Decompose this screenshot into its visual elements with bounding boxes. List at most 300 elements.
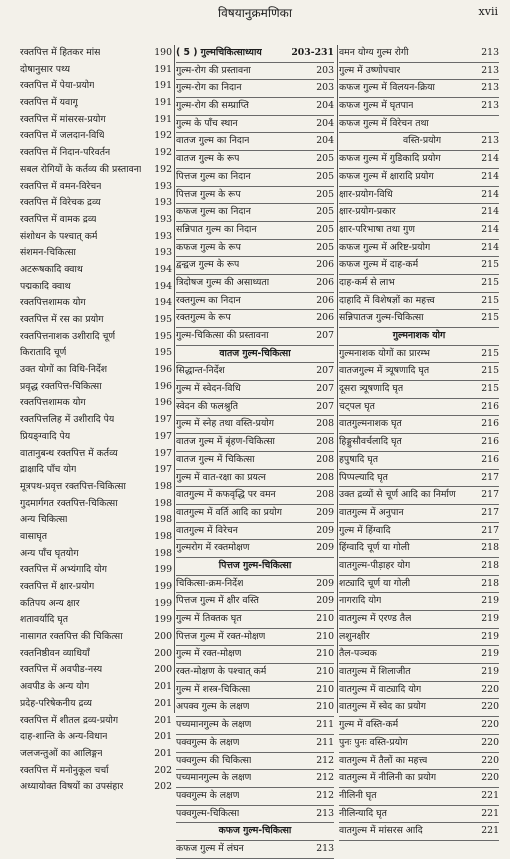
entry-page-number: 218 <box>481 577 499 589</box>
index-entry <box>20 679 172 696</box>
index-entry <box>20 662 172 679</box>
entry-title: कफज गुल्म में क्षारादि प्रयोग <box>339 170 434 182</box>
entry-title: संशमन-चिकित्सा <box>20 247 76 259</box>
index-entry <box>339 293 499 311</box>
entry-page-number: 208 <box>316 418 334 430</box>
entry-title: अन्य चिकित्सा <box>20 514 68 526</box>
entry-page-number: 215 <box>481 259 499 271</box>
index-entry <box>20 229 172 246</box>
index-entry <box>339 629 499 647</box>
index-entry <box>20 779 172 796</box>
index-entry <box>339 505 499 523</box>
entry-page-number: 198 <box>154 530 172 542</box>
entry-title: पच्यमानगुल्म के लक्षण <box>176 719 252 731</box>
entry-page-number: 200 <box>154 631 172 643</box>
index-entry <box>339 646 499 664</box>
entry-title: मूत्रपथ-प्रवृत्त रक्तपित्त-चिकित्सा <box>20 480 126 492</box>
entry-title: वातगुल्म में शिलाजीत <box>339 666 411 678</box>
index-entry <box>20 529 172 546</box>
entry-title: नागरादि योग <box>339 595 382 607</box>
index-column-3 <box>339 45 499 841</box>
entry-title: रक्तगुल्म का निदान <box>176 294 241 306</box>
entry-title: उक्त द्रव्यों से चूर्ण आदि का निर्माण <box>339 489 456 501</box>
entry-title: क्षार-प्रयोग-विधि <box>339 188 393 200</box>
index-entry <box>176 770 334 788</box>
entry-page-number: 213 <box>481 135 499 147</box>
entry-title: कतिपय अन्य क्षार <box>20 597 80 609</box>
entry-page-number: 214 <box>481 153 499 165</box>
entry-title: गुल्म में स्नेह तथा वस्ति-प्रयोग <box>176 418 275 430</box>
entry-title: रक्तपित्तशामक योग <box>20 297 86 309</box>
entry-title: वातगुल्म में वाट्यादि योग <box>339 683 422 695</box>
entry-title: अध्यायोक्त विषयों का उपसंहार <box>20 781 124 793</box>
entry-page-number: 215 <box>481 294 499 306</box>
entry-title: वातज गुल्म में चिकित्सा <box>176 453 255 465</box>
index-entry <box>176 328 334 346</box>
entry-title: कफज गुल्म-चिकित्सा <box>218 825 292 837</box>
entry-page-number: 194 <box>154 263 172 275</box>
entry-title: गुल्म-रोग की प्रस्तावना <box>176 64 251 76</box>
entry-title: नीलिन्यादि घृत <box>339 807 387 819</box>
entry-page-number: 209 <box>316 577 334 589</box>
entry-page-number: 196 <box>154 397 172 409</box>
index-entry <box>176 151 334 169</box>
entry-page-number: 203 <box>316 64 334 76</box>
index-entry <box>20 145 172 162</box>
entry-title: वातगुल्मनाशक घृत <box>339 418 402 430</box>
entry-page-number: 202 <box>154 781 172 793</box>
entry-title: चट्पल घृत <box>339 400 375 412</box>
entry-page-number: 214 <box>481 170 499 182</box>
entry-page-number: 218 <box>481 542 499 554</box>
column-divider <box>337 45 338 713</box>
entry-page-number: 210 <box>316 613 334 624</box>
index-entry <box>176 788 334 806</box>
entry-title: तैल-पञ्चक <box>339 648 377 660</box>
entry-page-number: 208 <box>316 489 334 501</box>
section-heading <box>176 558 334 576</box>
index-entry <box>20 429 172 446</box>
entry-title: स्वेदन की फलश्रुति <box>176 400 239 412</box>
index-entry <box>20 379 172 396</box>
entry-title: पित्तज गुल्म में रक्त-मोक्षण <box>176 630 266 642</box>
entry-title: गुल्म में शस्त्र-चिकित्सा <box>176 683 251 695</box>
index-entry <box>339 717 499 735</box>
entry-page-number: 211 <box>316 719 334 731</box>
entry-page-number: 216 <box>481 400 499 412</box>
index-entry <box>176 523 334 541</box>
entry-title: रक्तपित्तशामक योग <box>20 397 86 409</box>
entry-title: गुल्म में स्वेदन-विधि <box>176 383 241 395</box>
index-entry <box>20 496 172 513</box>
entry-page-number: 216 <box>481 418 499 430</box>
entry-page-number: 203 <box>316 82 334 94</box>
index-entry <box>20 462 172 479</box>
entry-title: रक्तपित्त में शीतल द्रव्य-प्रयोग <box>20 714 119 726</box>
index-entry <box>176 275 334 293</box>
entry-page-number: 207 <box>316 330 334 341</box>
entry-title: प्रवृद्ध रक्तपित्त-चिकित्सा <box>20 380 102 392</box>
page-number: xvii <box>478 5 498 18</box>
index-entry <box>20 646 172 663</box>
index-entry <box>176 576 334 594</box>
entry-page-number: 208 <box>316 436 334 448</box>
entry-title: गुल्म में उष्णोपचार <box>339 64 401 76</box>
index-entry <box>20 562 172 579</box>
entry-title: कफज गुल्म में दाह-कर्म <box>339 259 419 271</box>
entry-title: वातगुल्म में एरण्ड तैल <box>339 613 412 624</box>
entry-title: वातगुल्म में कफवृद्धि पर वमन <box>176 489 276 501</box>
entry-title: कफज गुल्म में अरिष्ट-प्रयोग <box>339 241 431 253</box>
index-entry <box>176 399 334 417</box>
entry-page-number: 193 <box>154 213 172 225</box>
entry-title: अपक्व गुल्म के लक्षण <box>176 701 250 713</box>
index-entry <box>176 222 334 240</box>
index-entry <box>20 195 172 212</box>
page-header <box>0 0 510 28</box>
entry-title: कफज गुल्म में गुडिकादि प्रयोग <box>339 153 441 165</box>
entry-page-number: 190 <box>154 47 172 58</box>
entry-page-number: 220 <box>481 772 499 784</box>
entry-title: रक्तगुल्म के रूप <box>176 312 231 324</box>
entry-page-number: 219 <box>481 648 499 660</box>
index-entry <box>339 381 499 399</box>
entry-title: कफज गुल्म में विलयन-क्रिया <box>339 82 435 94</box>
entry-title: पक्वगुल्म-चिकित्सा <box>176 807 240 819</box>
entry-page-number: 209 <box>316 595 334 607</box>
entry-title: पुनः पुनः वस्ति-प्रयोग <box>339 736 408 748</box>
index-entry <box>20 45 172 62</box>
entry-page-number: 217 <box>481 471 499 483</box>
index-entry <box>339 470 499 488</box>
entry-page-number: 204 <box>316 135 334 147</box>
entry-page-number: 195 <box>154 347 172 359</box>
entry-title: गुल्म-रोग का निदान <box>176 82 242 94</box>
entry-page-number: 208 <box>316 471 334 483</box>
index-entry <box>339 310 499 328</box>
entry-title: रक्तपित्त में यवागू <box>20 97 78 109</box>
entry-title: हिंग्वादि चूर्ण या गोली <box>339 542 410 554</box>
entry-page-number: 197 <box>154 414 172 426</box>
entry-title: रक्तपित्तलिह में उशीरादि पेय <box>20 414 115 426</box>
entry-title: क्षार-परिभाषा तथा गुण <box>339 223 415 235</box>
entry-title: रक्तपित्त में अभ्यंगादि योग <box>20 564 108 576</box>
index-column-1 <box>20 45 172 796</box>
entry-page-number: 209 <box>316 506 334 518</box>
entry-title: रक्तपित्त में अवपीड-नस्य <box>20 664 103 676</box>
entry-page-number: 208 <box>316 453 334 465</box>
entry-page-number: 191 <box>154 80 172 92</box>
index-entry <box>20 78 172 95</box>
entry-title: नीलिनी घृत <box>339 789 377 801</box>
chapter-heading <box>176 45 334 63</box>
entry-page-number: 215 <box>481 347 499 359</box>
entry-page-number: 194 <box>154 297 172 309</box>
entry-page-number: 210 <box>316 630 334 642</box>
entry-page-number: 216 <box>481 436 499 448</box>
index-entry <box>176 257 334 275</box>
entry-page-number: 199 <box>154 564 172 576</box>
index-entry <box>339 169 499 187</box>
entry-page-number: 219 <box>481 613 499 624</box>
index-entry <box>176 841 334 859</box>
index-entry <box>20 395 172 412</box>
index-entry <box>176 187 334 205</box>
index-entry <box>176 664 334 682</box>
entry-title: वातज गुल्म-चिकित्सा <box>219 347 291 359</box>
entry-page-number: 211 <box>316 736 334 748</box>
entry-page-number: 202 <box>154 764 172 776</box>
entry-page-number: 206 <box>316 294 334 306</box>
entry-title: वातगुल्म-पीड़ाहर योग <box>339 559 411 571</box>
index-entry <box>339 487 499 505</box>
entry-page-number: 197 <box>154 447 172 459</box>
index-entry <box>176 80 334 98</box>
entry-page-number: 205 <box>316 241 334 253</box>
index-entry <box>20 62 172 79</box>
entry-page-number: 193 <box>154 247 172 259</box>
entry-title: गुल्मरोग में रक्तमोक्षण <box>176 542 250 554</box>
entry-page-number: 220 <box>481 754 499 766</box>
entry-page-number: 197 <box>154 464 172 476</box>
entry-page-number: 210 <box>316 666 334 678</box>
entry-title: रक्तपित्त में वामक द्रव्य <box>20 213 97 225</box>
entry-title: प्रियङ्ग्वादि पेय <box>20 430 71 442</box>
index-entry <box>20 295 172 312</box>
entry-title: ( 5 ) गुल्मचिकित्साध्याय <box>176 47 262 58</box>
index-entry <box>176 169 334 187</box>
index-entry <box>176 505 334 523</box>
entry-page-number: 205 <box>316 206 334 218</box>
index-entry <box>20 212 172 229</box>
index-entry <box>176 487 334 505</box>
entry-page-number: 199 <box>154 581 172 592</box>
entry-page-number: 200 <box>154 647 172 659</box>
entry-title: वातगुल्म में तैलों का महत्त्व <box>339 754 428 766</box>
entry-title: सिद्धान्त-निर्देश <box>176 365 225 377</box>
index-entry <box>339 98 499 116</box>
entry-page-number: 213 <box>481 47 499 58</box>
entry-title: रक्तनिष्ठीवन व्याधियाँ <box>20 647 90 659</box>
index-entry <box>339 363 499 381</box>
index-entry <box>339 699 499 717</box>
index-entry <box>20 179 172 196</box>
index-entry <box>20 763 172 780</box>
index-entry <box>20 746 172 763</box>
entry-title: हपुषादि घृत <box>339 453 379 465</box>
entry-page-number: 206 <box>316 276 334 288</box>
index-entry <box>20 162 172 179</box>
entry-page-number: 196 <box>154 364 172 376</box>
entry-page-number: 193 <box>154 180 172 192</box>
entry-title: गुल्मनाशक योगों का प्रारम्भ <box>339 347 430 359</box>
entry-title: गुल्म में वात-रक्षा का प्रयत्न <box>176 471 266 483</box>
entry-page-number: 191 <box>154 63 172 75</box>
entry-title: पित्तज गुल्म के रूप <box>176 188 241 200</box>
entry-page-number: 205 <box>316 223 334 235</box>
entry-page-number: 214 <box>481 223 499 235</box>
entry-title: कफज गुल्म में लंघन <box>176 842 244 854</box>
entry-title: अवपीड के अन्य योग <box>20 681 90 693</box>
entry-title: पित्तज गुल्म का निदान <box>176 170 251 182</box>
index-entry <box>176 434 334 452</box>
entry-page-number: 199 <box>154 597 172 609</box>
index-entry <box>339 823 499 841</box>
index-entry <box>339 275 499 293</box>
entry-title: रक्तपित्त में विरेचक द्रव्य <box>20 197 101 209</box>
index-entry <box>339 80 499 98</box>
entry-page-number: 197 <box>154 430 172 442</box>
entry-title: वातज गुल्म में बृंहण-चिकित्सा <box>176 436 275 448</box>
index-entry <box>339 204 499 222</box>
entry-title: पित्तज गुल्म-चिकित्सा <box>218 559 292 571</box>
entry-page-number: 198 <box>154 480 172 492</box>
entry-page-number: 206 <box>316 259 334 271</box>
index-entry <box>20 128 172 145</box>
index-entry <box>20 612 172 629</box>
entry-title: कफज गुल्म में घृतपान <box>339 100 414 112</box>
entry-title: दाहादि में विशेषज्ञों का महत्त्व <box>339 294 435 306</box>
entry-title: गुल्म-चिकित्सा की प्रस्तावना <box>176 330 269 341</box>
entry-title: वमन योग्य गुल्म रोगी <box>339 47 409 58</box>
entry-title: वातगुल्म में अनुपान <box>339 506 404 518</box>
index-entry <box>176 293 334 311</box>
index-entry <box>176 204 334 222</box>
entry-page-number: 198 <box>154 514 172 526</box>
index-entry <box>20 329 172 346</box>
index-entry <box>339 399 499 417</box>
entry-title: वातजगुल्म में त्र्यूषणादि घृत <box>339 365 430 377</box>
entry-page-number: 219 <box>481 666 499 678</box>
section-heading <box>176 346 334 364</box>
index-entry <box>339 434 499 452</box>
page-title: विषयानुक्रमणिका <box>218 6 292 20</box>
entry-page-number: 207 <box>316 400 334 412</box>
entry-page-number: 213 <box>316 807 334 819</box>
entry-title: रक्तपित्तनाशक उशीरादि चूर्ण <box>20 330 116 342</box>
entry-title: जलजन्तुओं का आलिङ्गन <box>20 747 103 759</box>
entry-title: रक्तपित्त में रस का प्रयोग <box>20 314 104 325</box>
entry-page-number: 205 <box>316 153 334 165</box>
entry-title: शतावर्यादि घृत <box>20 614 69 626</box>
index-entry <box>20 546 172 563</box>
entry-title: उक्त योगों का विधि-निर्देश <box>20 364 108 376</box>
entry-title: गुल्म के पाँच स्थान <box>176 117 238 129</box>
index-entry <box>176 63 334 81</box>
index-entry <box>20 345 172 362</box>
entry-page-number: 198 <box>154 497 172 509</box>
entry-page-number: 204 <box>316 117 334 129</box>
entry-page-number: 212 <box>316 754 334 766</box>
index-entry <box>339 257 499 275</box>
entry-page-number: 196 <box>154 380 172 392</box>
entry-page-number: 220 <box>481 701 499 713</box>
entry-title: वातगुल्म में विरेचन <box>176 524 238 536</box>
index-entry <box>176 753 334 771</box>
entry-title: वातज गुल्म के रूप <box>176 153 240 165</box>
index-entry <box>339 416 499 434</box>
entry-title: पित्तज गुल्म में क्षीर वस्ति <box>176 595 259 607</box>
entry-page-number: 217 <box>481 489 499 501</box>
index-entry <box>176 98 334 116</box>
index-entry <box>20 312 172 329</box>
entry-page-number: 220 <box>481 736 499 748</box>
entry-title: लशुनक्षीर <box>339 630 370 642</box>
entry-page-number: 200 <box>154 664 172 676</box>
entry-page-number: 221 <box>481 825 499 837</box>
index-entry <box>176 116 334 134</box>
entry-page-number: 205 <box>316 170 334 182</box>
entry-title: सन्निपातज गुल्म-चिकित्सा <box>339 312 424 324</box>
index-entry <box>176 133 334 151</box>
entry-page-number: 191 <box>154 113 172 125</box>
entry-page-number: 215 <box>481 365 499 377</box>
index-column-2 <box>176 45 334 859</box>
section-heading <box>339 328 499 346</box>
entry-page-number: 215 <box>481 276 499 288</box>
entry-title: शट्यादि चूर्ण या गोली <box>339 577 411 589</box>
entry-title: क्षार-प्रयोग-प्रकार <box>339 206 396 218</box>
index-entry <box>20 95 172 112</box>
entry-title: वातगुल्म में मांसरस आदि <box>339 825 423 837</box>
entry-page-number: 201 <box>154 714 172 726</box>
index-entry <box>339 806 499 824</box>
entry-title: रक्तपित्त में जलदान-विधि <box>20 130 105 142</box>
entry-page-number: 217 <box>481 506 499 518</box>
index-entry <box>339 753 499 771</box>
index-entry <box>339 346 499 364</box>
entry-page-number: 218 <box>481 559 499 571</box>
entry-page-number: 220 <box>481 719 499 731</box>
index-entry <box>20 479 172 496</box>
index-entry <box>20 262 172 279</box>
index-entry <box>339 611 499 629</box>
entry-page-number: 213 <box>481 100 499 112</box>
entry-title: दूसरा त्र्यूषणादि घृत <box>339 383 404 395</box>
index-entry <box>20 696 172 713</box>
index-entry <box>176 735 334 753</box>
entry-title: पक्वगुल्म के लक्षण <box>176 736 240 748</box>
entry-title: रक्तपित्त में वमन-विरेचन <box>20 180 102 192</box>
entry-page-number: 215 <box>481 383 499 395</box>
entry-page-number: 191 <box>154 97 172 109</box>
index-entry <box>20 713 172 730</box>
index-entry <box>339 664 499 682</box>
entry-title: रक्तपित्त में मनोनुकूल चर्चा <box>20 764 109 776</box>
index-entry <box>20 729 172 746</box>
entry-page-number: 217 <box>481 524 499 536</box>
index-entry <box>339 682 499 700</box>
entry-title: वातज गुल्म का निदान <box>176 135 250 147</box>
index-entry <box>176 240 334 258</box>
entry-title: वातगुल्म में स्वेद का प्रयोग <box>339 701 427 713</box>
entry-page-number: 207 <box>316 365 334 377</box>
entry-title: कफज गुल्म के रूप <box>176 241 241 253</box>
entry-page-number: 195 <box>154 314 172 325</box>
index-entry <box>176 611 334 629</box>
entry-page-number: 210 <box>316 683 334 695</box>
entry-title: रक्तपित्त में निदान-परिवर्तन <box>20 147 111 159</box>
index-entry <box>176 629 334 647</box>
entry-page-number: 210 <box>316 701 334 713</box>
entry-page-number: 193 <box>154 197 172 209</box>
entry-page-number: 221 <box>481 807 499 819</box>
entry-page-number: 203-231 <box>291 47 334 58</box>
entry-title: चिकित्सा-क्रम-निर्देश <box>176 577 244 589</box>
index-entry <box>339 593 499 611</box>
entry-title: पक्वगुल्म की चिकित्सा <box>176 754 252 766</box>
index-entry <box>20 245 172 262</box>
